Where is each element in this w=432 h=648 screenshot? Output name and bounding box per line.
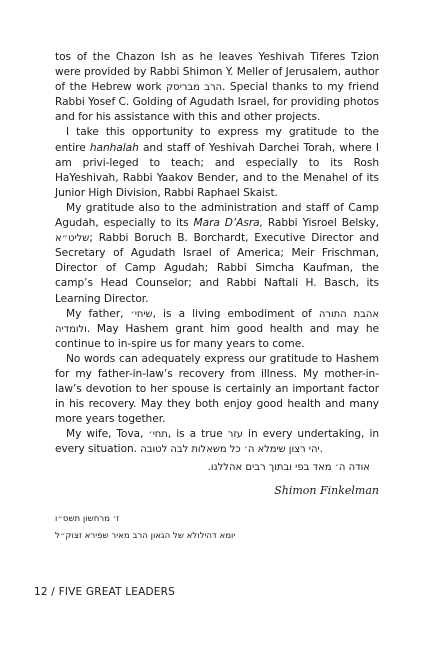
text-run: No words can adequately express our gratitude to Hashem for my father-in-law’s recovery from illness. My mother-in-law’s devotion to her spouse is certainly an important factor in his recovery. May they both enjoy good health and many more years together.: [55, 352, 379, 426]
paragraph: [55, 307, 379, 352]
hebrew-phrase: שליט״א: [55, 233, 90, 245]
text-run: My wife, Tova,: [66, 428, 149, 441]
text-run: tos of the Chazon Ish as he leaves Yeshivah Tiferes Tzion were provided by Rabbi Shimon Y. Meller of Jerusalem, author of the Hebrew work: [55, 51, 379, 94]
hebrew-phrase: תחי׳: [148, 429, 168, 441]
paragraph: [55, 427, 379, 457]
italic-phrase: hanhalah: [89, 141, 139, 154]
italic-phrase: Mara D’Asra,: [193, 217, 263, 230]
page-folio: 12 / FIVE GREAT LEADERS: [34, 586, 175, 598]
body-text: [55, 50, 379, 458]
hebrew-date: ז׳ מרחשון תשס״ו: [55, 514, 120, 524]
hebrew-dedication: אודה ה׳ מאד בפי ובתוך רבים אהללנו.: [207, 462, 370, 473]
text-run: Rabbi Yisroel Belsky,: [262, 217, 379, 230]
hebrew-phrase: עזר: [227, 429, 243, 441]
text-run: My gratitude also to the administration and staff of Camp Agudah, especially to its: [55, 201, 379, 230]
text-run: in every undertaking, in every situation.: [55, 428, 379, 456]
text-run: I take this opportunity to express my gratitude to the entire: [55, 126, 379, 154]
paragraph: [55, 352, 379, 427]
hebrew-phrase: הרב מבריסק: [166, 82, 223, 94]
text-run: , is a true: [167, 428, 228, 441]
text-run: , is a living embodiment of: [152, 307, 319, 320]
text-run: . Special thanks to my friend Rabbi Yosef C. Golding of Agudath Israel, for providing photos and for his assistance with this and other projects.: [55, 81, 379, 124]
yahrzeit-line: יומא דהילולא של הגאון הרב מאיר שפירא זצוק״ל: [55, 531, 236, 541]
hebrew-phrase: יהי רצון שימלא ה׳ כל משאלות לבה לטובה: [140, 444, 320, 456]
date-block: [55, 511, 315, 545]
text-run: My father,: [66, 307, 131, 320]
author-signature: Shimon Finkelman: [274, 484, 379, 497]
text-run: ; Rabbi Boruch B. Borchardt, Executive Director and Secretary of Agudath Israel of America; Meir Frischman, Director of Camp Agudah; Rabbi Simcha Kaufman, the camp’s Head Counselor; and Rabbi Naftali H. Basch, its Learning Director.: [55, 232, 379, 305]
text-run: .: [319, 443, 323, 456]
paragraph: [55, 50, 379, 125]
hebrew-phrase: אהבת התורה ולומדיה: [55, 308, 379, 335]
paragraph: [55, 125, 379, 200]
hebrew-phrase: שיחי׳: [130, 308, 153, 320]
text-run: . May Hashem grant him good health and may he continue to in-spire us for many years to come.: [55, 322, 379, 350]
paragraph: [55, 201, 379, 307]
text-run: and staff of Yeshivah Darchei Torah, where I am privi-leged to teach; and especially to its Rosh HaYeshivah, Rabbi Yaakov Bender, and to the Menahel of its Junior High Division, Rabbi Raphael Skaist.: [55, 141, 379, 199]
